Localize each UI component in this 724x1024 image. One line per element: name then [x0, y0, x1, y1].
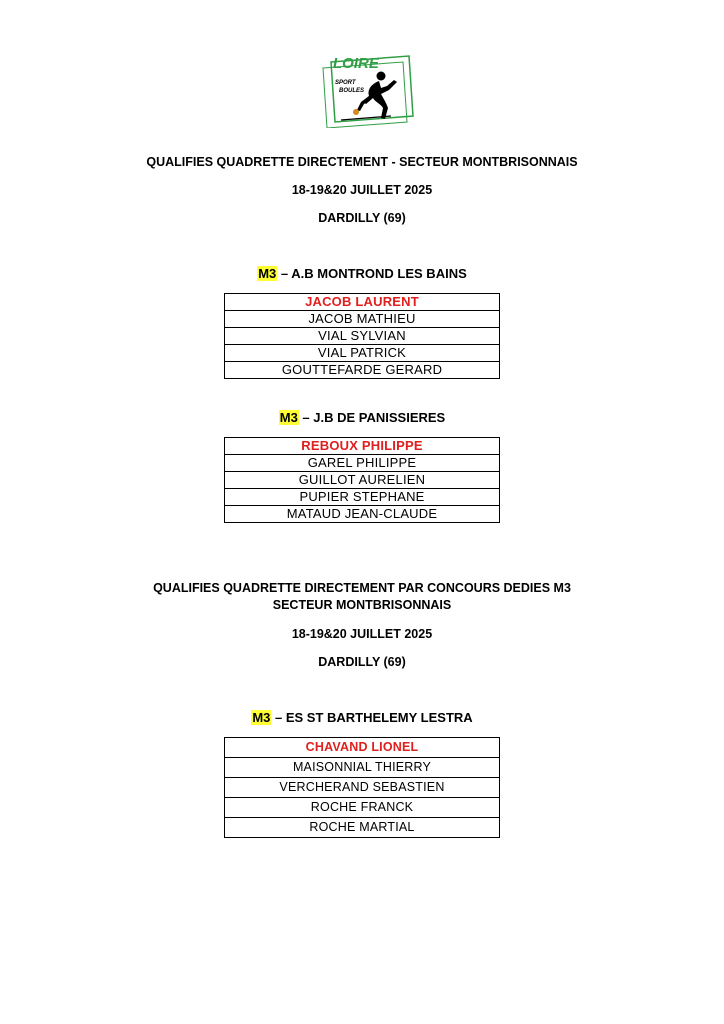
team2-roster: [224, 437, 500, 523]
team1-player-4: VIAL PATRICK: [225, 345, 500, 362]
section1-venue: DARDILLY (69): [318, 211, 406, 225]
table-row: [225, 455, 500, 472]
team3-category: M3: [252, 710, 271, 725]
team3-player-4: ROCHE FRANCK: [225, 798, 500, 818]
section1-dates: 18-19&20 JUILLET 2025: [291, 183, 433, 197]
section2-title-line2: SECTEUR MONTBRISONNAIS: [272, 598, 452, 612]
team2-category: M3: [279, 410, 298, 425]
team2-player-5: MATAUD JEAN-CLAUDE: [225, 506, 500, 523]
team3-club: – ES ST BARTHELEMY LESTRA: [271, 710, 473, 725]
team3-player-5: ROCHE MARTIAL: [225, 818, 500, 838]
team1-player-2: JACOB MATHIEU: [225, 311, 500, 328]
team2-club: – J.B DE PANISSIERES: [298, 410, 446, 425]
table-row: [225, 506, 500, 523]
team2-player-2: GAREL PHILIPPE: [225, 455, 500, 472]
team1-player-3: VIAL SYLVIAN: [225, 328, 500, 345]
team2-heading: [0, 410, 724, 426]
team1-club: – A.B MONTROND LES BAINS: [277, 266, 467, 281]
team3-roster: [224, 737, 500, 838]
logo-sub1: SPORT: [335, 80, 356, 86]
table-row: [225, 438, 500, 455]
table-row: [225, 738, 500, 758]
team1-heading: [0, 266, 724, 282]
table-row: [225, 778, 500, 798]
section2-dates: 18-19&20 JUILLET 2025: [291, 627, 433, 641]
team3-heading: [0, 710, 724, 726]
logo-sub2: BOULES: [339, 88, 365, 94]
section2-title-line1: QUALIFIES QUADRETTE DIRECTEMENT PAR CONCOURS DEDIES M3: [153, 581, 571, 595]
team3-player-3: VERCHERAND SEBASTIEN: [225, 778, 500, 798]
team1-category: M3: [258, 266, 277, 281]
table-row: [225, 798, 500, 818]
table-row: [225, 489, 500, 506]
team3-player-1: CHAVAND LIONEL: [225, 738, 500, 758]
section1-title: QUALIFIES QUADRETTE DIRECTEMENT - SECTEUR MONTBRISONNAIS: [146, 155, 578, 169]
table-row: [225, 818, 500, 838]
team3-player-2: MAISONNIAL THIERRY: [225, 758, 500, 778]
table-row: [225, 472, 500, 489]
team2-player-1: REBOUX PHILIPPE: [225, 438, 500, 455]
table-row: [225, 294, 500, 311]
table-row: [225, 362, 500, 379]
team1-player-1: JACOB LAURENT: [225, 294, 500, 311]
table-row: [225, 758, 500, 778]
loire-sport-boules-logo: [311, 50, 415, 128]
team2-player-4: PUPIER STEPHANE: [225, 489, 500, 506]
table-row: [225, 328, 500, 345]
section2-venue: DARDILLY (69): [318, 655, 406, 669]
table-row: [225, 311, 500, 328]
team1-roster: [224, 293, 500, 379]
team2-player-3: GUILLOT AURELIEN: [225, 472, 500, 489]
table-row: [225, 345, 500, 362]
logo-brand: LOIRE: [333, 55, 379, 72]
team1-player-5: GOUTTEFARDE GERARD: [225, 362, 500, 379]
